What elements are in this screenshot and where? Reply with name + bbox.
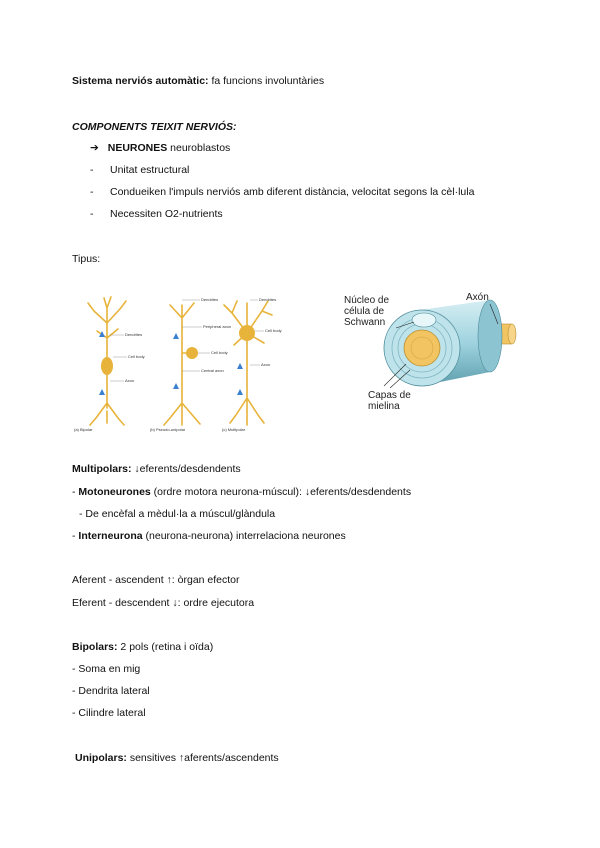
arrow-icon: ➔ bbox=[90, 142, 99, 154]
figure-caption: (c) Multipolar bbox=[222, 427, 246, 432]
neurones-line bbox=[90, 141, 230, 155]
unipolars-line: Unipolars: sensitives ↑aferents/ascendents bbox=[75, 752, 279, 764]
list-item: - Soma en mig bbox=[72, 663, 141, 675]
myelin-label-nucleo: Núcleo de bbox=[344, 295, 390, 306]
figure-caption: (b) Pseudo-unipolar bbox=[150, 427, 186, 432]
eferent-line: Eferent - descendent ↓: ordre ejecutora bbox=[72, 597, 255, 609]
figure-label: Dendrites bbox=[125, 332, 143, 337]
figure-label: Peripheral axon bbox=[203, 324, 232, 329]
figure-caption: (a) Bipolar bbox=[74, 427, 93, 432]
myelin-label-celula: célula de bbox=[344, 306, 385, 317]
figure-label: Axon bbox=[125, 378, 135, 383]
figure-label: Central axon bbox=[201, 368, 224, 373]
components-title: COMPONENTS TEIXIT NERVIÓS: bbox=[72, 121, 237, 133]
figure-label: Axon bbox=[261, 362, 271, 367]
header-bold: Sistema nerviós automàtic: bbox=[72, 75, 209, 87]
list-item: - Dendrita lateral bbox=[72, 685, 150, 697]
interneurona-line: - Interneurona (neurona-neurona) interrelaciona neurones bbox=[72, 530, 346, 542]
header-rest: fa funcions involuntàries bbox=[208, 75, 325, 87]
header-line bbox=[72, 74, 324, 88]
tipus-label: Tipus: bbox=[72, 253, 101, 265]
bipolars-line: Bipolars: 2 pols (retina i oïda) bbox=[72, 641, 214, 653]
figure-label: Cell body bbox=[211, 350, 228, 355]
neurones-rest: neuroblastos bbox=[167, 142, 231, 154]
figure-label: Cell body bbox=[265, 328, 282, 333]
myelin-label-capas: Capas de bbox=[368, 390, 411, 401]
neurones-bold: NEURONES bbox=[107, 142, 168, 154]
motoneurones-line: - Motoneurones (ordre motora neurona-múscul): ↓eferents/desdendents bbox=[72, 486, 412, 498]
myelin-label-schwann: Schwann bbox=[344, 317, 386, 328]
motoneurones-sub: - De encèfal a mèdul·la a múscul/glàndula bbox=[79, 508, 276, 520]
figure-label: Dendrites bbox=[201, 297, 219, 302]
figure-label: Dendrites bbox=[259, 297, 277, 302]
aferent-line: Aferent - ascendent ↑: òrgan efector bbox=[72, 574, 240, 586]
multipolars-line: Multipolars: ↓eferents/desdendents bbox=[72, 463, 241, 475]
figure-label: Cell body bbox=[128, 354, 145, 359]
myelin-sheath-figure bbox=[340, 286, 530, 416]
myelin-label-mielina: mielina bbox=[368, 401, 400, 412]
neuron-types-figure bbox=[72, 293, 282, 433]
myelin-label-axon: Axón bbox=[466, 292, 489, 303]
list-item: - Cilindre lateral bbox=[72, 707, 146, 719]
